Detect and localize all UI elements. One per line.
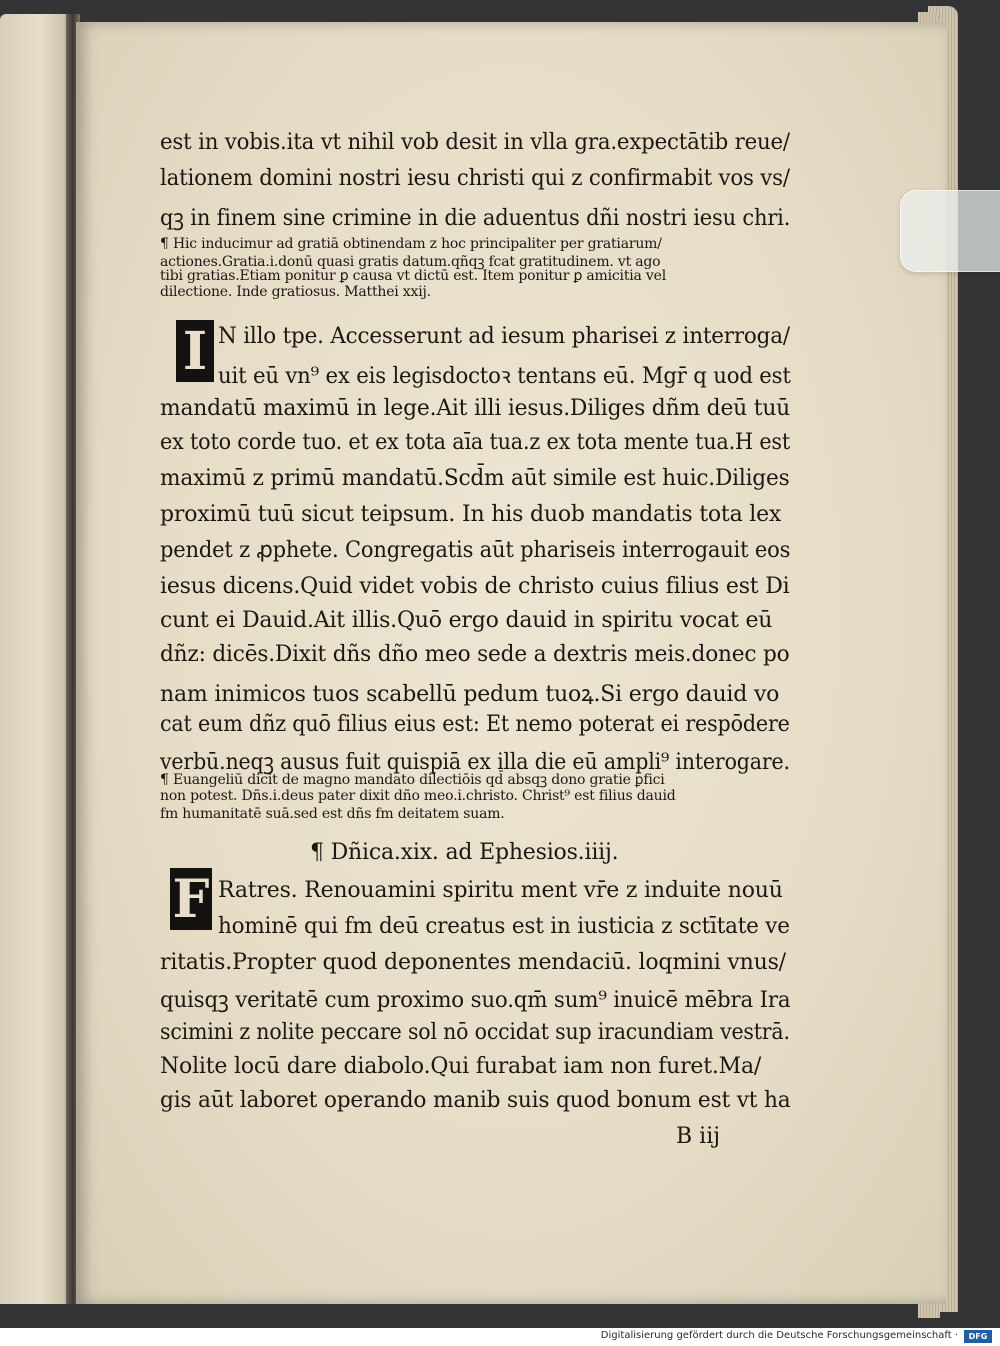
text-line: nam inimicos tuos scabellū pedum tuoꝝ.Si ergo dauid vo [160, 682, 780, 707]
gloss-line: tibi gratias.Etiam ponitur ꝑ causa vt dictū est. Item ponitur ꝑ amicitia vel [160, 268, 666, 284]
text-line: pendet z ꝓphete. Congregatis aūt phariseis interrogauit eos [160, 538, 791, 563]
text-line: cunt ei Dauid.Ait illis.Quō ergo dauid in spiritu vocat eū [160, 608, 773, 633]
text-line: qꝫ in finem sine crimine in die aduentus dñi nostri iesu chri. [160, 206, 791, 231]
page-tab-marker [900, 190, 1000, 272]
text-line: Ratres. Renouamini spiritu ment vr̄e z induite nouū [218, 878, 783, 903]
text-line: lationem domini nostri iesu christi qui z confirmabit vos vs/ [160, 166, 790, 191]
drop-capital-f: F [170, 868, 212, 930]
section-heading: ¶ Dñica.xix. ad Ephesios.iiij. [310, 840, 619, 865]
text-line: uit eū vn⁹ ex eis legisdoctoꝛ tentans eū. Mgr̄ q uod est [218, 364, 791, 389]
gloss-line: ¶ Hic inducimur ad gratiā obtinendam z hoc principaliter per gratiarum/ [160, 236, 662, 252]
text-line: est in vobis.ita vt nihil vob desit in vlla gra.expectātib reue/ [160, 130, 790, 155]
text-line: proximū tuū sicut teipsum. In his duob mandatis tota lex [160, 502, 782, 527]
text-line: verbū.neqꝫ ausus fuit quispiā ex illa die eū ampli⁹ interogare. [160, 750, 790, 775]
text-line: quisqꝫ veritatē cum proximo suo.qm̄ sum⁹ inuicē mēbra Ira [160, 988, 791, 1013]
text-line: maximū z primū mandatū.Scd̄m aūt simile est huic.Diliges [160, 466, 790, 491]
gloss-line: dilectione. Inde gratiosus. Matthei xxij. [160, 284, 431, 300]
footer-credit: Digitalisierung gefördert durch die Deutsche Forschungsgemeinschaft · [600, 1330, 958, 1341]
gloss-line: fm humanitatē suā.sed est dñs fm deitatem suam. [160, 806, 505, 822]
text-line: N illo tpe. Accesserunt ad iesum pharisei z interroga/ [218, 324, 790, 349]
text-line: hominē qui fm deū creatus est in iusticia z sctītate ve [218, 914, 790, 939]
signature-mark: B iij [676, 1124, 721, 1149]
gloss-line: ¶ Euangeliū dicit de magno mandato dilectiōis qd̄ absqꝫ dono gratie ꝑfici [160, 772, 665, 788]
dfg-logo-icon: DFG [964, 1330, 992, 1343]
left-page-edge [0, 14, 72, 1304]
text-line: scimini z nolite peccare sol nō occidat sup iracundiam vestrā. [160, 1020, 790, 1045]
gloss-line: actiones.Gratia.i.donū quasi gratis datum.qñqꝫ fcat gratitudinem. vt ago [160, 254, 661, 270]
text-line: ritatis.Propter quod deponentes mendaciū. loqmini vnus/ [160, 950, 786, 975]
text-line: dñz: dicēs.Dixit dñs dño meo sede a dextris meis.donec po [160, 642, 790, 667]
text-line: ex toto corde tuo. et ex tota aīa tua.z ex tota mente tua.H est [160, 430, 791, 455]
drop-capital-i: I [176, 320, 214, 382]
footer-bar [0, 1328, 1000, 1346]
text-line: cat eum dñz quō filius eius est: Et nemo poterat ei respōdere [160, 712, 790, 737]
text-line: mandatū maximū in lege.Ait illi iesus.Diliges dñm deū tuū [160, 396, 791, 421]
text-line: Nolite locū dare diabolo.Qui furabat iam non furet.Ma/ [160, 1054, 762, 1079]
gloss-line: non potest. Dñs.i.deus pater dixit dño meo.i.christo. Christ⁹ est filius dauid [160, 788, 676, 804]
text-line: gis aūt laboret operando manib suis quod bonum est vt ha [160, 1088, 791, 1113]
text-line: iesus dicens.Quid videt vobis de christo cuius filius est Di [160, 574, 790, 599]
